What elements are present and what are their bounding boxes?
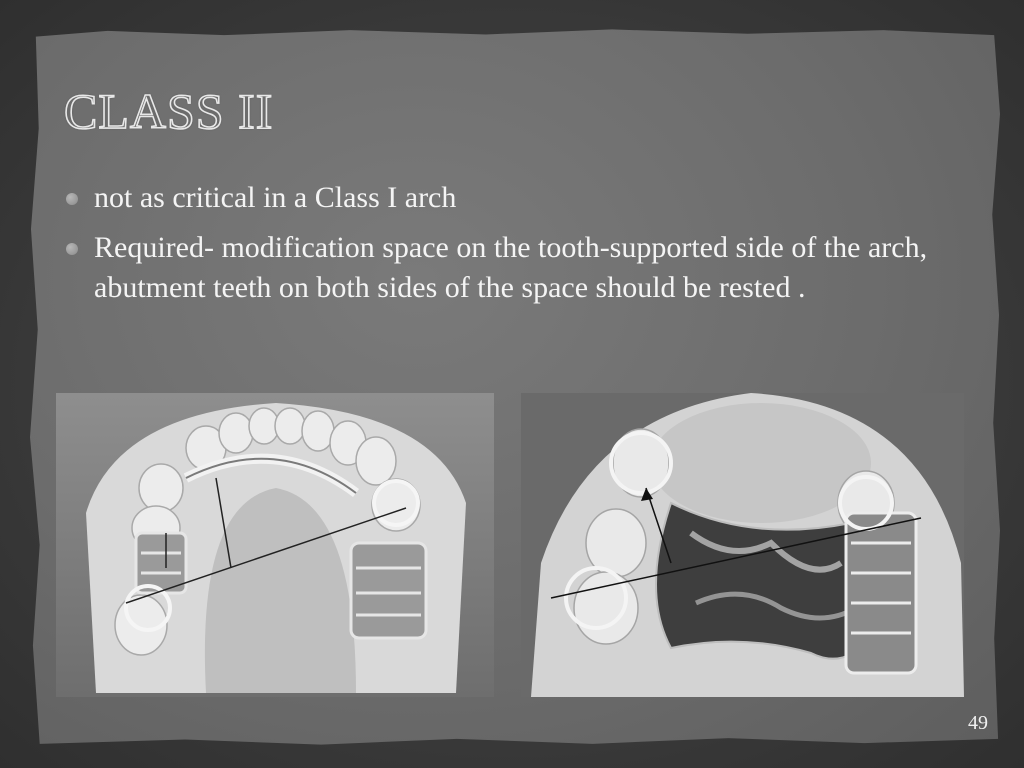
bullet-text: Required- modification space on the tooth-supported side of the arch, abutment teeth on both sides of the space should be rested . [94,231,928,304]
bullet-item [64,228,964,308]
bullet-item [64,178,964,218]
bullet-text: not as critical in a Class I arch [94,181,457,214]
bullet-dot-icon [66,243,78,255]
denture-photo-right [521,393,964,697]
bullet-list [64,178,964,318]
denture-photo-left [56,393,494,697]
slide-title: CLASS II [64,83,274,139]
page-number: 49 [968,712,988,734]
bullet-dot-icon [66,193,78,205]
